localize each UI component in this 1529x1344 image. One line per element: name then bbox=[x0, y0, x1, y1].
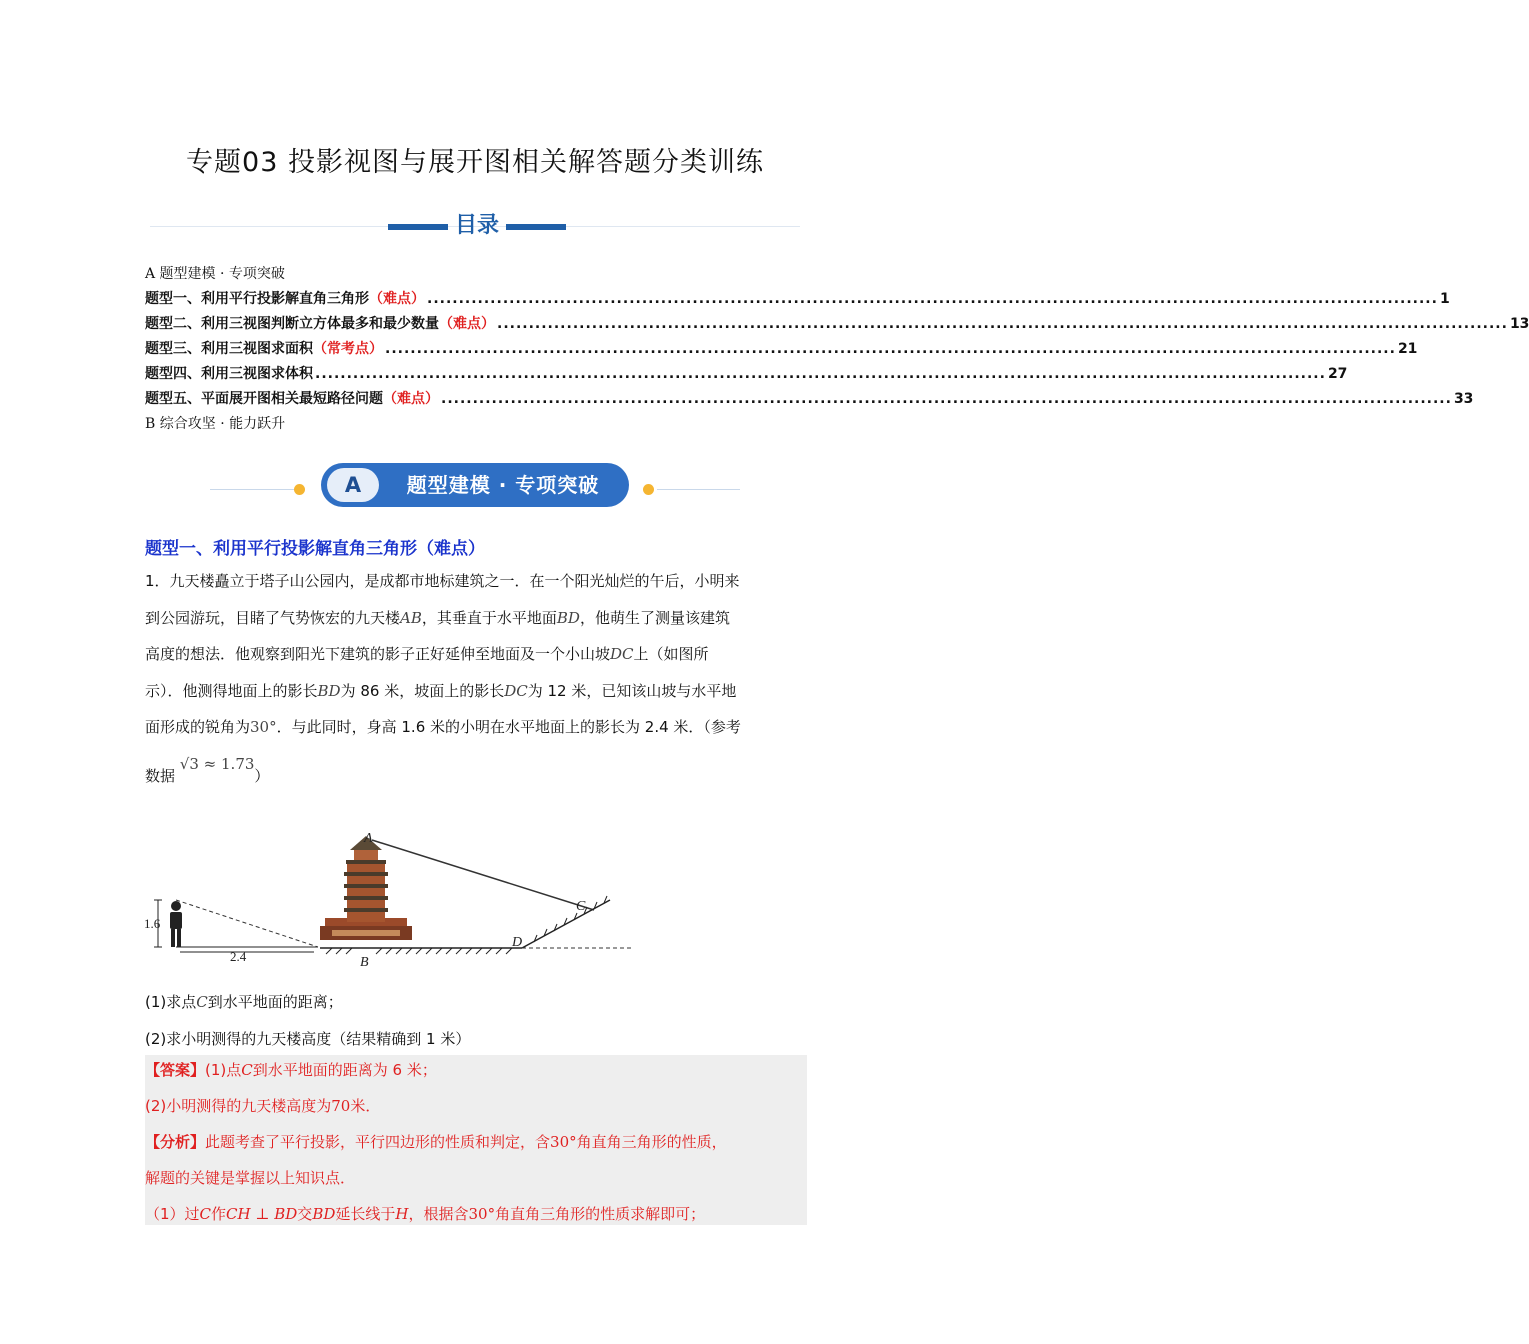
problem-text: 1．九天楼矗立于塔子山公园内，是成都市地标建筑之一．在一个阳光灿烂的午后，小明来 到公园游玩，目睹了气势恢宏的九天楼AB，其垂直于水平地面BD，他萌生了测量该建筑 高度的想法．他观察到阳光下建筑的影子正好延伸至地面及一个小山坡DC上（如图所 示）．他测得地面上的影长BD为 86 米，坡面上的影长DC为 12 米，已知该山坡与水平地 面形成的锐角为30°．与此同时，身高 1.6 米的小明在水平地面上的影长为 2.4 米．（参考 数据 √3 ≈ 1.73） bbox=[145, 572, 741, 785]
tower-illustration bbox=[320, 836, 412, 940]
toc-part-a[interactable]: A 题型建模 · 专项突破 bbox=[145, 266, 285, 282]
analysis-line-2: 解题的关键是掌握以上知识点． bbox=[145, 1169, 356, 1187]
person-leg-right bbox=[177, 929, 181, 947]
banner-line-right bbox=[657, 489, 740, 490]
toc-item[interactable]: 题型四、利用三视图求体积 ................................................................................................................................................................ 27 bbox=[145, 366, 1348, 382]
label-c: C bbox=[576, 899, 586, 914]
document-title: 专题03 投影视图与展开图相关解答题分类训练 bbox=[186, 147, 764, 178]
banner-text: 题型建模 · 专项突破 bbox=[406, 473, 600, 497]
ground-hatch bbox=[326, 948, 512, 954]
banner-letter: A bbox=[327, 468, 379, 502]
width-label: 2.4 bbox=[230, 949, 247, 964]
answer-line-2: (2)小明测得的九天楼高度为70米． bbox=[145, 1097, 381, 1115]
answer-block bbox=[145, 1055, 807, 1225]
toc-bar-right bbox=[506, 224, 566, 230]
banner-line-left bbox=[210, 489, 295, 490]
section-banner bbox=[210, 458, 740, 514]
banner-dot-right bbox=[643, 484, 654, 495]
toc-heading: 目录 bbox=[454, 213, 499, 238]
question-1: (1)求点C到水平地面的距离； bbox=[145, 993, 343, 1011]
analysis-line-1: 【分析】此题考查了平行投影，平行四边形的性质和判定，含30°角直角三角形的性质， bbox=[145, 1133, 727, 1151]
toc-item[interactable]: 题型三、利用三视图求面积 （常考点） ................................................................................................................................................................ 21 bbox=[145, 341, 1418, 357]
questions bbox=[145, 984, 807, 1057]
label-b: B bbox=[360, 955, 369, 970]
toc-banner bbox=[150, 204, 800, 244]
answer-line-1: 【答案】(1)点C到水平地面的距离为 6 米； bbox=[145, 1061, 437, 1079]
person-sun-ray bbox=[176, 900, 318, 947]
table-of-contents bbox=[145, 262, 1529, 437]
analysis-line-3: （1）过C作CH ⊥ BD交BD延长线于H，根据含30°角直角三角形的性质求解即可； bbox=[145, 1205, 706, 1223]
question-2: (2)求小明测得的九天楼高度（结果精确到 1 米） bbox=[145, 1029, 471, 1048]
problem-figure bbox=[142, 830, 642, 970]
person-head bbox=[171, 901, 181, 911]
section-heading: 题型一、利用平行投影解直角三角形（难点） bbox=[145, 539, 485, 559]
toc-item[interactable]: 题型五、平面展开图相关最短路径问题 （难点） ................................................................................................................................................................ 33 bbox=[145, 391, 1474, 407]
banner-dot-left bbox=[294, 484, 305, 495]
toc-part-b[interactable]: B 综合攻坚 · 能力跃升 bbox=[145, 416, 286, 432]
tower-sun-ray bbox=[372, 840, 594, 910]
label-d: D bbox=[512, 935, 523, 950]
banner-pill bbox=[321, 463, 629, 507]
toc-bar-left bbox=[388, 224, 448, 230]
toc-item[interactable]: 题型二、利用三视图判断立方体最多和最少数量 （难点） ................................................................................................................................................................ 13 bbox=[145, 316, 1529, 332]
slope-line bbox=[522, 900, 610, 948]
height-label: 1.6 bbox=[144, 916, 161, 931]
person-leg-left bbox=[171, 929, 175, 947]
toc-item[interactable]: 题型一、利用平行投影解直角三角形 （难点） ................................................................................................................................................................ 1 bbox=[145, 291, 1450, 307]
label-a: A bbox=[364, 831, 373, 846]
person-body bbox=[170, 912, 182, 929]
